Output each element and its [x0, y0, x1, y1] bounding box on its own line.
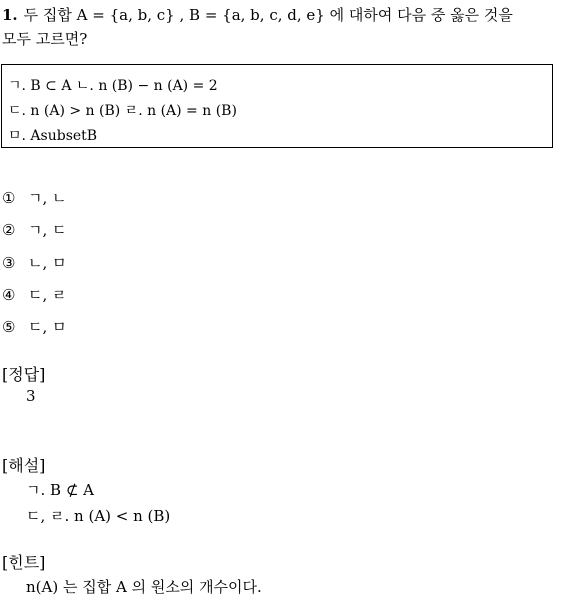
answer-value: 3 [26, 387, 36, 405]
question-line-1 [2, 4, 513, 25]
explanation-line-2: ㄷ, ㄹ. n (A) < n (B) [26, 507, 171, 525]
explanation-heading: [해설] [2, 456, 46, 475]
question-line-2: 모두 고르면? [2, 30, 88, 48]
choice-mark: ① [2, 189, 16, 207]
statement-box [1, 64, 553, 148]
choice-text: ㄱ, ㄴ [28, 189, 67, 207]
choice-5[interactable] [2, 316, 67, 337]
question-number: 1. [2, 6, 18, 24]
choice-text: ㄴ, ㅁ [28, 254, 67, 272]
question-text: 두 집합 A = {a, b, c} , B = {a, b, c, d, e} 에 대하여 다음 중 옳은 것을 [23, 6, 513, 24]
statement-row-2: ㄷ. n (A) > n (B) ㄹ. n (A) = n (B) [8, 103, 237, 119]
choice-mark: ② [2, 221, 16, 239]
choice-text: ㄷ, ㅁ [28, 318, 67, 336]
explanation-line-1: ㄱ. B ⊄ A [26, 481, 94, 499]
choice-4[interactable] [2, 284, 67, 305]
statement-row-1: ㄱ. B ⊂ A ㄴ. n (B) − n (A) = 2 [8, 78, 218, 94]
hint-heading: [힌트] [2, 553, 46, 572]
choice-2[interactable] [2, 219, 67, 240]
choice-1[interactable] [2, 187, 67, 208]
answer-heading: [정답] [2, 365, 46, 384]
choice-text: ㄱ, ㄷ [28, 221, 67, 239]
choice-mark: ③ [2, 254, 16, 272]
hint-text: n(A) 는 집합 A 의 원소의 개수이다. [26, 578, 262, 596]
choice-text: ㄷ, ㄹ [28, 286, 67, 304]
statement-row-3: ㅁ. AsubsetB [8, 128, 98, 144]
choice-mark: ⑤ [2, 318, 16, 336]
choice-3[interactable] [2, 252, 67, 273]
choice-mark: ④ [2, 286, 16, 304]
